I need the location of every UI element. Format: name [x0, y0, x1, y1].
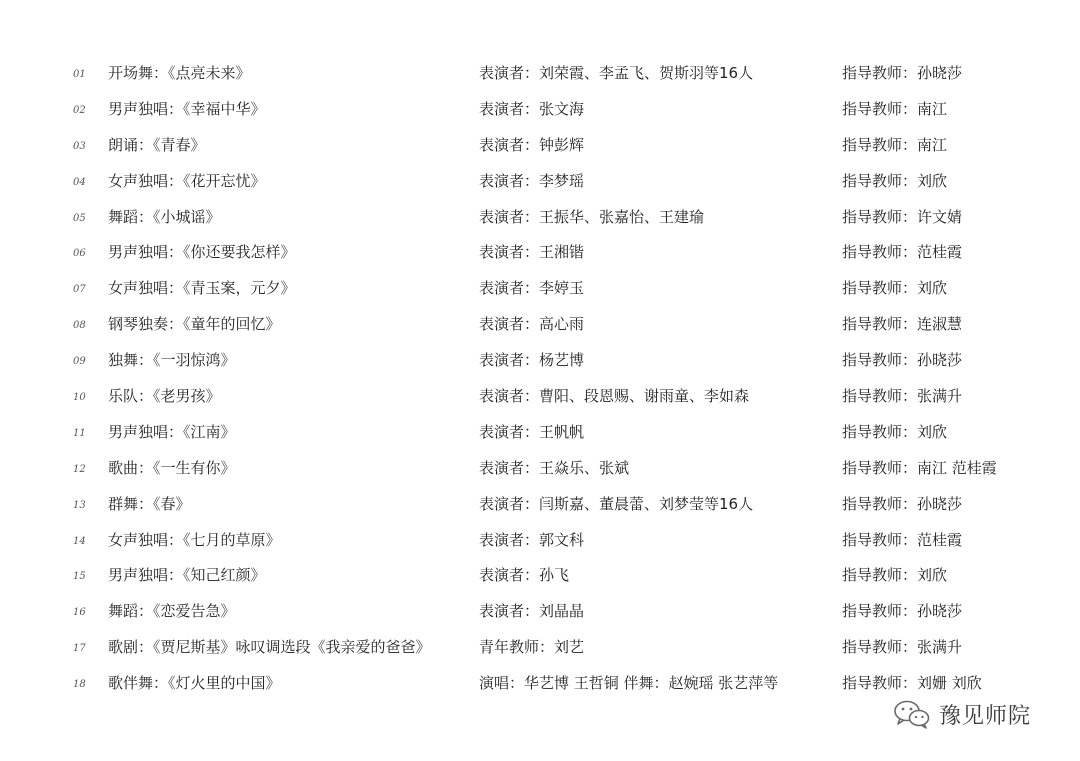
program-number: 05	[73, 212, 86, 224]
program-row	[0, 164, 1080, 200]
program-title: 开场舞：《点亮未来》	[108, 64, 251, 82]
program-teacher: 指导教师：孙晓莎	[842, 494, 963, 513]
program-performer: 表演者：孙飞	[479, 566, 570, 585]
program-number: 08	[73, 320, 86, 332]
program-title: 歌曲：《一生有你》	[108, 458, 236, 477]
program-performer: 表演者：李婷玉	[479, 279, 585, 298]
program-performer: 表演者：钟彭辉	[479, 135, 585, 154]
program-title: 男声独唱：《幸福中华》	[108, 99, 266, 118]
program-row	[0, 343, 1080, 379]
program-performer: 表演者：高心雨	[479, 315, 585, 334]
program-number: 12	[73, 463, 86, 475]
program-performer: 表演者：刘晶晶	[479, 602, 585, 621]
program-number: 10	[73, 392, 86, 404]
program-row	[0, 56, 1080, 92]
program-number: 06	[73, 248, 86, 260]
program-number: 14	[73, 535, 86, 547]
program-title: 女声独唱：《青玉案，元夕》	[108, 279, 296, 298]
program-performer: 表演者：王帆帆	[479, 422, 585, 441]
program-row	[0, 523, 1080, 559]
program-title: 舞蹈：《小城谣》	[108, 207, 221, 226]
program-title: 男声独唱：《江南》	[108, 422, 236, 441]
program-performer: 表演者：杨艺博	[479, 351, 585, 370]
program-number: 18	[73, 679, 86, 691]
program-title: 男声独唱：《知己红颜》	[108, 566, 266, 585]
program-teacher: 指导教师：刘欣	[842, 422, 948, 441]
program-row	[0, 200, 1080, 236]
program-number: 07	[73, 284, 86, 296]
program-teacher: 指导教师：范桂霞	[842, 530, 963, 549]
program-title: 钢琴独奏：《童年的回忆》	[108, 315, 281, 334]
program-title: 女声独唱：《七月的草原》	[108, 530, 281, 549]
watermark-text: 豫见师院	[939, 703, 1032, 729]
program-teacher: 指导教师：张满升	[842, 387, 963, 406]
program-row	[0, 235, 1080, 271]
program-teacher: 指导教师：南江	[842, 135, 948, 154]
program-title: 歌伴舞：《灯火里的中国》	[108, 674, 281, 693]
program-title: 歌剧：《贾尼斯基》咏叹调选段《我亲爱的爸爸》	[108, 638, 431, 657]
program-teacher: 指导教师：南江 范桂霞	[842, 458, 997, 477]
program-row	[0, 271, 1080, 307]
program-performer: 演唱：华艺博 王哲铜 伴舞：赵婉瑶 张艺萍等	[479, 674, 779, 693]
program-teacher: 指导教师：刘欣	[842, 566, 948, 585]
program-title: 男声独唱：《你还要我怎样》	[108, 243, 296, 262]
program-title: 舞蹈：《恋爱告急》	[108, 602, 236, 621]
program-row	[0, 451, 1080, 487]
program-number: 01	[73, 69, 86, 80]
program-performer: 表演者：张文海	[479, 99, 585, 118]
program-row	[0, 307, 1080, 343]
program-teacher: 指导教师：许文婧	[842, 207, 963, 226]
program-row	[0, 92, 1080, 128]
program-row	[0, 630, 1080, 666]
program-performer: 表演者：刘荣霞、李孟飞、贺斯羽等16人	[479, 64, 754, 82]
program-number: 02	[73, 104, 86, 116]
program-teacher: 指导教师：连淑慧	[842, 315, 963, 334]
program-row	[0, 558, 1080, 594]
watermark	[893, 696, 1031, 732]
program-performer: 表演者：王振华、张嘉怡、王建瑜	[479, 207, 705, 226]
program-teacher: 指导教师：孙晓莎	[842, 64, 963, 82]
program-list	[0, 56, 1080, 702]
program-number: 16	[73, 607, 86, 619]
program-row	[0, 379, 1080, 415]
program-row	[0, 128, 1080, 164]
program-row	[0, 415, 1080, 451]
program-title: 女声独唱：《花开忘忧》	[108, 171, 266, 190]
program-performer: 青年教师：刘艺	[479, 638, 585, 657]
program-number: 04	[73, 176, 86, 188]
program-row	[0, 594, 1080, 630]
program-teacher: 指导教师：刘欣	[842, 279, 948, 298]
program-performer: 表演者：郭文科	[479, 530, 585, 549]
program-teacher: 指导教师：孙晓莎	[842, 602, 963, 621]
program-number: 15	[73, 571, 86, 583]
program-teacher: 指导教师：南江	[842, 99, 948, 118]
program-performer: 表演者：曹阳、段恩赐、谢雨童、李如森	[479, 387, 750, 406]
program-performer: 表演者：王湘锴	[479, 243, 585, 262]
program-title: 独舞：《一羽惊鸿》	[108, 351, 236, 370]
program-title: 朗诵：《青春》	[108, 135, 206, 154]
program-performer: 表演者：闫斯嘉、董晨蕾、刘梦莹等16人	[479, 494, 754, 513]
program-teacher: 指导教师：刘姗 刘欣	[842, 674, 982, 693]
program-number: 11	[73, 427, 86, 439]
program-title: 群舞：《春》	[108, 494, 191, 513]
program-number: 09	[73, 356, 86, 368]
program-number: 13	[73, 499, 86, 511]
program-teacher: 指导教师：范桂霞	[842, 243, 963, 262]
program-title: 乐队：《老男孩》	[108, 387, 221, 406]
program-number: 17	[73, 643, 86, 655]
program-teacher: 指导教师：孙晓莎	[842, 351, 963, 370]
program-number: 03	[73, 140, 86, 152]
program-row	[0, 487, 1080, 523]
program-teacher: 指导教师：张满升	[842, 638, 963, 657]
program-performer: 表演者：李梦瑶	[479, 171, 585, 190]
wechat-icon	[893, 699, 931, 729]
program-performer: 表演者：王焱乐、张斌	[479, 458, 630, 477]
program-teacher: 指导教师：刘欣	[842, 171, 948, 190]
